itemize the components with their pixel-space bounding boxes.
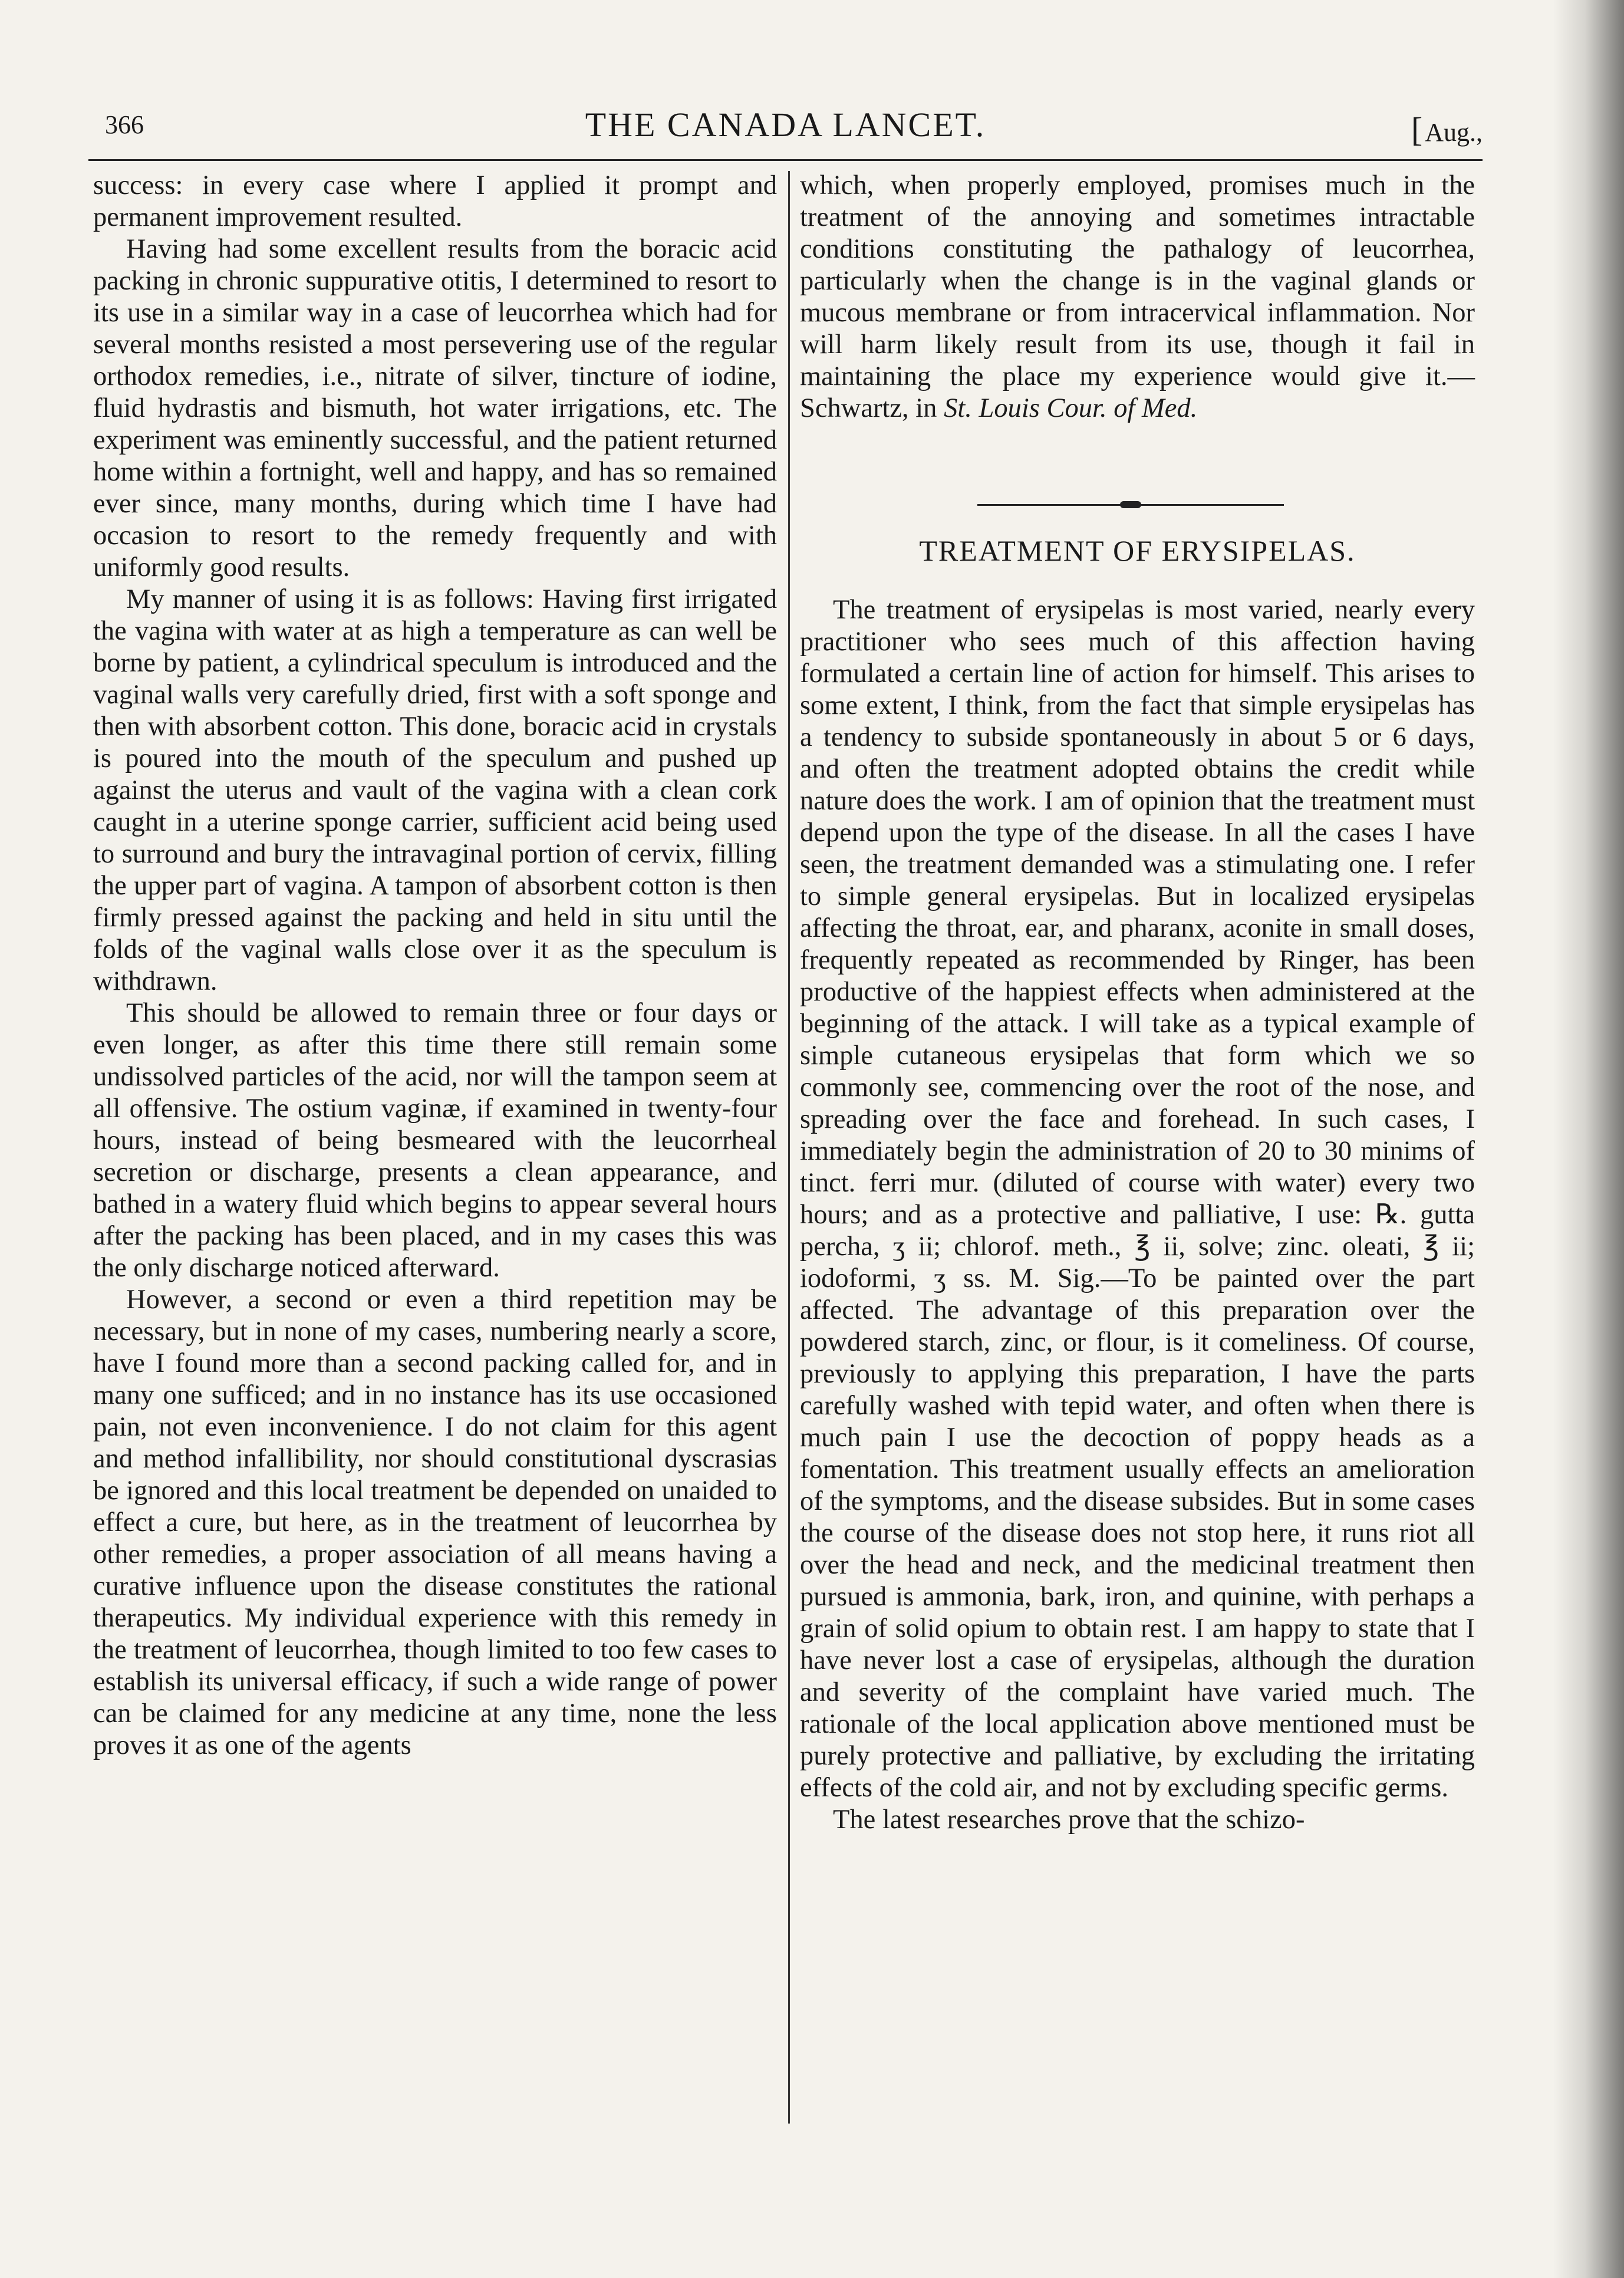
section-title: TREATMENT OF ERYSIPELAS. bbox=[919, 534, 1356, 567]
page-edge-shadow bbox=[1553, 0, 1624, 2278]
left-paragraph-1: success: in every case where I applied it prompt and permanent improvement resulted. bbox=[93, 170, 777, 232]
header-rule bbox=[88, 159, 1483, 161]
left-paragraph-3: My manner of using it is as follows: Having first irrigated the vagina with water at as high a temperature as can well be borne by patient, a cylindrical speculum is introduced and the vaginal walls very carefully dried, first with a soft sponge and then with absorbent cotton. This done, boracic acid in crystals is poured into the mouth of the speculum and pushed up against the uterus and vault of the vagina with a clean cork caught in a uterine sponge carrier, sufficient acid being used to surround and bury the intravaginal portion of cervix, filling the upper part of vagina. A tampon of absorbent cotton is then firmly pressed against the packing and held in situ until the folds of the vaginal walls close over it as the speculum is withdrawn. bbox=[93, 584, 777, 996]
left-paragraph-5: However, a second or even a third repetition may be necessary, but in none of my cases, numbering nearly a score, have I found more than a second packing called for, and in many one sufficed; and in no instance has its use occasioned pain, not even inconvenience. I do not claim for this agent and method infallibility, nor should constitutional dyscrasias be ignored and this local treatment be depended on unaided to effect a cure, but here, as in the treatment of leucorrhea by other remedies, a proper association of all means having a curative influence upon the disease constitutes the rational therapeutics. My individual experience with this remedy in the treatment of leucorrhea, though limited to too few cases to establish its universal efficacy, if such a wide range of power can be claimed for any medicine at any time, none the less proves it as one of the agents bbox=[93, 1285, 777, 1760]
source-citation: St. Louis Cour. of Med. bbox=[944, 393, 1198, 423]
right-column-body bbox=[800, 594, 1475, 1836]
column-divider bbox=[788, 171, 790, 2124]
right-column bbox=[800, 170, 1475, 424]
left-column bbox=[93, 170, 777, 1762]
section-ornament bbox=[977, 501, 1284, 508]
left-paragraph-2: Having had some excellent results from the boracic acid packing in chronic suppurative otitis, I determined to resort to its use in a similar way in a case of leucorrhea which had for several months resisted a most persevering use of the regular orthodox remedies, i.e., nitrate of silver, tincture of iodine, fluid hydrastis and bismuth, hot water irrigations, etc. The experiment was eminently successful, and the patient returned home within a fortnight, well and happy, and has so remained ever since, many months, during which time I have had occasion to resort to the remedy frequently and with uniformly good results. bbox=[93, 234, 777, 582]
right-paragraph-3: The latest researches prove that the schizo- bbox=[833, 1805, 1305, 1835]
month-label bbox=[1411, 110, 1483, 149]
right-paragraph-1-text: which, when properly employed, promises much in the treatment of the annoying and sometimes intractable conditions constituting the pathalogy of leucorrhea, particularly when the change is in the vaginal glands or mucous membrane or from intracervical inflammation. Nor will harm likely result from its use, though it fail in maintaining the place my experience would give it.—Schwartz, in bbox=[800, 170, 1475, 423]
running-title: THE CANADA LANCET. bbox=[585, 106, 986, 144]
left-paragraph-4: This should be allowed to remain three or four days or even longer, as after this time there still remain some undissolved particles of the acid, nor will the tampon seem at all offensive. The ostium vaginæ, if examined in twenty-four hours, instead of being besmeared with the leucorrheal secretion or discharge, presents a clean appearance, and bathed in a watery fluid which begins to appear several hours after the packing has been placed, and in my cases this was the only discharge noticed afterward. bbox=[93, 998, 777, 1283]
month-bracket: [ bbox=[1411, 110, 1423, 149]
right-paragraph-2: The treatment of erysipelas is most varied, nearly every practitioner who sees much of this affection having formulated a certain line of action for himself. This arises to some extent, I think, from the fact that simple erysipelas has a tendency to subside spontaneously in about 5 or 6 days, and often the treatment adopted obtains the credit while nature does the work. I am of opinion that the treatment must depend upon the type of the disease. In all the cases I have seen, the treatment demanded was a stimulating one. I refer to simple general erysipelas. But in localized erysipelas affecting the throat, ear, and pharanx, aconite in small doses, frequently repeated as recommended by Ringer, has been productive of the happiest effects when administered at the beginning of the attack. I will take as a typical example of simple cutaneous erysipelas that form which we so commonly see, commencing over the root of the nose, and spreading over the face and forehead. In such cases, I immediately begin the administration of 20 to 30 minims of tinct. ferri mur. (diluted of course with water) every two hours; and as a protective and palliative, I use: ℞. gutta percha, ʒ ii; chlorof. meth., ℥ ii, solve; zinc. oleati, ℥ ii; iodoformi, ʒ ss. M. Sig.—To be painted over the part affected. The advantage of this preparation over the powdered starch, zinc, or flour, is it comeliness. Of course, previously to applying this preparation, I have the parts carefully washed with tepid water, and often when there is much pain I use the decoction of poppy heads as a fomentation. This treatment usually effects an amelioration of the symptoms, and the disease subsides. But in some cases the course of the disease does not stop here, it runs riot all over the head and neck, and the medicinal treatment then pursued is ammonia, bark, iron, and quinine, with perhaps a grain of solid opium to obtain rest. I am happy to state that I have never lost a case of erysipelas, although the duration and severity of the complaint have varied much. The rationale of the local application above mentioned must be purely protective and palliative, by excluding the irritating effects of the cold air, and not by excluding specific germs. bbox=[800, 595, 1475, 1803]
page-header bbox=[88, 105, 1483, 158]
right-paragraph-1 bbox=[800, 170, 1475, 424]
page-number: 366 bbox=[105, 110, 144, 139]
month-text: Aug., bbox=[1425, 118, 1483, 147]
